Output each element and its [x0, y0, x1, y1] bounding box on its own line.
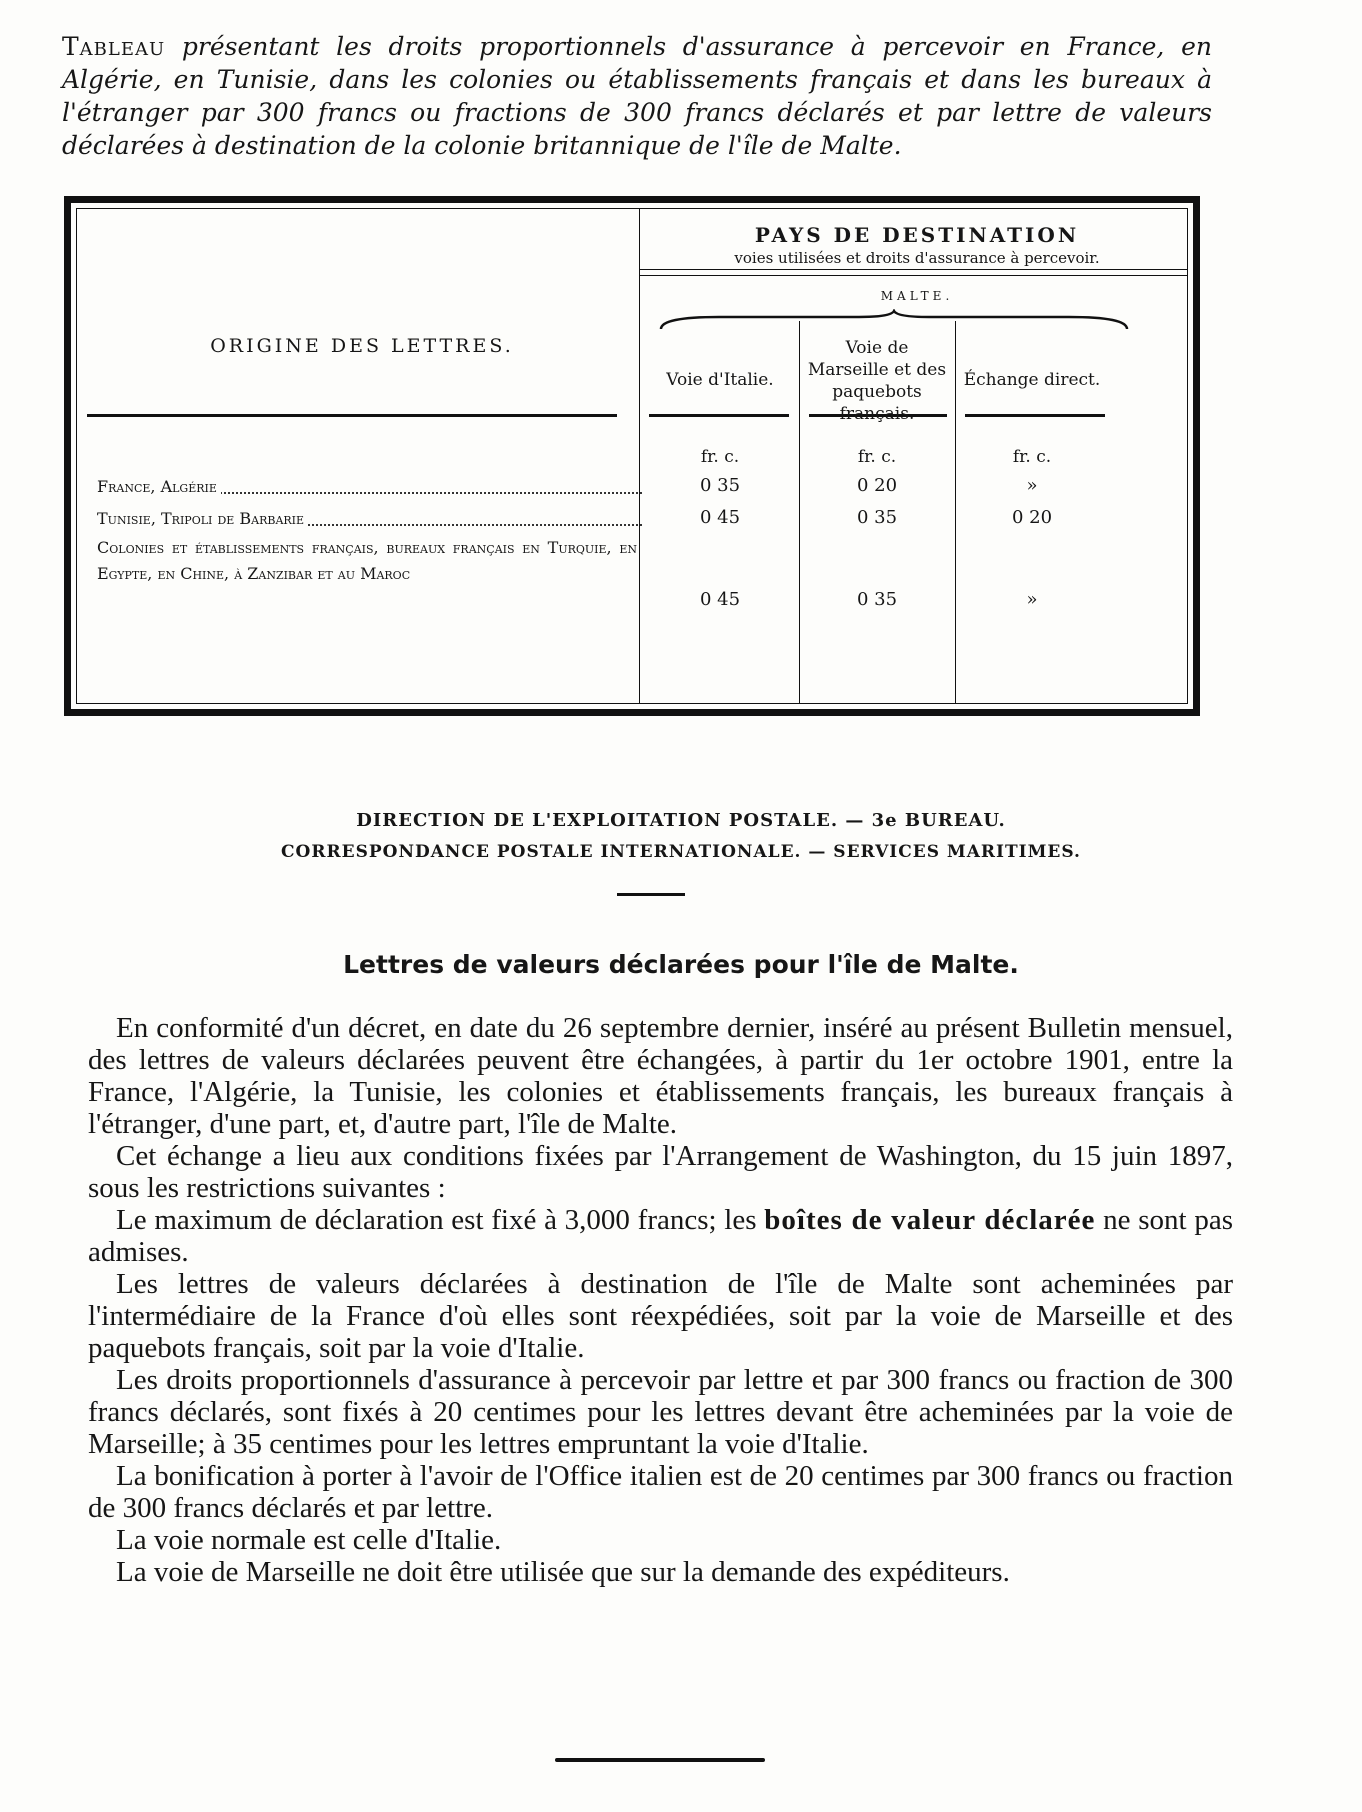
row-origin-text: France, Algérie [97, 477, 221, 496]
col-header-marseille: Voie de Marseille et des paquebots français. [807, 338, 947, 424]
row-origin-france [97, 475, 642, 499]
paragraph-6: La bonification à porter à l'avoir de l'Office italien est de 20 centimes par 300 francs ou fraction de 300 francs déclarés et par lettre. [88, 1460, 1233, 1524]
paragraph-3-end: ne sont pas admises. [88, 1204, 1233, 1268]
rule-header-left [87, 414, 617, 417]
rule-under-pays [639, 269, 1187, 270]
paragraph-3-bold: boîtes de valeur déclarée [764, 1204, 1096, 1236]
cell-r2-c2: 0 35 [856, 507, 898, 528]
paragraph-2: Cet échange a lieu aux conditions fixées par l'Arrangement de Washington, du 15 juin 1897, sous les restrictions suivantes : [88, 1140, 1233, 1204]
unit-col1: fr. c. [700, 447, 740, 467]
col-header-italie: Voie d'Italie. [666, 370, 774, 390]
row-origin-tunisie [97, 507, 642, 531]
paragraph-1: En conformité d'un décret, en date du 26 septembre dernier, inséré au présent Bulletin mensuel, des lettres de valeurs déclarées peuvent être échangées, à partir du 1er octobre 1901, entre la France, l'Algérie, la Tunisie, les colonies et établissements français, les bureaux français à l'étranger, d'une part, et, d'autre part, l'île de Malte. [88, 1012, 1233, 1140]
rule-under-pays-2 [639, 275, 1187, 276]
cell-r2-c1: 0 45 [699, 507, 741, 528]
paragraph-8: La voie de Marseille ne doit être utilisée que sur la demande des expéditeurs. [116, 1556, 1010, 1588]
row-origin-colonies: Colonies et établissements français, bureaux français en Turquie, en Egypte, en Chine, à Zanzibar et au Maroc [97, 538, 637, 583]
unit-col3: fr. c. [1012, 447, 1052, 467]
direction-line-2: CORRESPONDANCE POSTALE INTERNATIONALE. — SERVICES MARITIMES. [281, 842, 1081, 862]
unit-col2: fr. c. [857, 447, 897, 467]
malte-header: MALTE. [880, 289, 954, 303]
cell-r1-c3: » [1026, 475, 1038, 496]
paragraph-5: Les droits proportionnels d'assurance à percevoir par lettre et par 300 francs ou fraction de 300 francs déclarés, sont fixés à 20 centimes pour les lettres devant être acheminées par la voie de Marseille; à 35 centimes pour les lettres empruntant la voie d'Italie. [88, 1364, 1233, 1460]
direction-line-1: DIRECTION DE L'EXPLOITATION POSTALE. — 3e BUREAU. [356, 810, 1006, 831]
paragraph-7: La voie normale est celle d'Italie. [116, 1524, 502, 1556]
cell-r1-c1: 0 35 [699, 475, 741, 496]
divider-col2 [955, 321, 956, 703]
cell-r3-c3: » [1026, 589, 1038, 610]
divider-origin [639, 209, 640, 703]
voies-subheader: voies utilisées et droits d'assurance à percevoir. [734, 249, 1100, 267]
rule-header-col1 [649, 414, 789, 417]
caption-lead: Tableau [62, 32, 166, 61]
body-text [88, 1012, 1233, 1588]
malte-brace [659, 309, 1129, 339]
paragraph-4: Les lettres de valeurs déclarées à destination de l'île de Malte sont acheminées par l'intermédiaire de la France d'où elles sont réexpédiées, soit par la voie de Marseille et des paquebots français, soit par la voie d'Italie. [88, 1268, 1233, 1364]
origin-header: ORIGINE DES LETTRES. [210, 335, 514, 357]
paragraph-3 [88, 1204, 1233, 1268]
rule-header-col3 [965, 414, 1105, 417]
caption-text: présentant les droits proportionnels d'assurance à percevoir en France, en Algérie, en Tunisie, dans les colonies ou établissements français et dans les bureaux à l'étranger par 300 francs ou fractions de 300 francs déclarés et par lettre de valeurs déclarées à destination de la colonie britannique de l'île de Malte. [62, 32, 1212, 160]
paragraph-3-start: Le maximum de déclaration est fixé à 3,000 francs; les [116, 1204, 757, 1236]
table-caption [62, 30, 1212, 162]
cell-r1-c2: 0 20 [856, 475, 898, 496]
end-rule [555, 1758, 765, 1762]
cell-r3-c1: 0 45 [699, 589, 741, 610]
cell-r3-c2: 0 35 [856, 589, 898, 610]
section-title: Lettres de valeurs déclarées pour l'île de Malte. [343, 950, 1019, 979]
rates-table [64, 196, 1200, 716]
rates-table-inner [76, 208, 1188, 704]
cell-r2-c3: 0 20 [1011, 507, 1053, 528]
separator-rule [617, 893, 685, 896]
col-header-echange: Échange direct. [963, 370, 1101, 390]
row-origin-text: Tunisie, Tripoli de Barbarie [97, 509, 308, 528]
destination-header: PAYS DE DESTINATION [754, 223, 1080, 247]
divider-col1 [799, 321, 800, 703]
